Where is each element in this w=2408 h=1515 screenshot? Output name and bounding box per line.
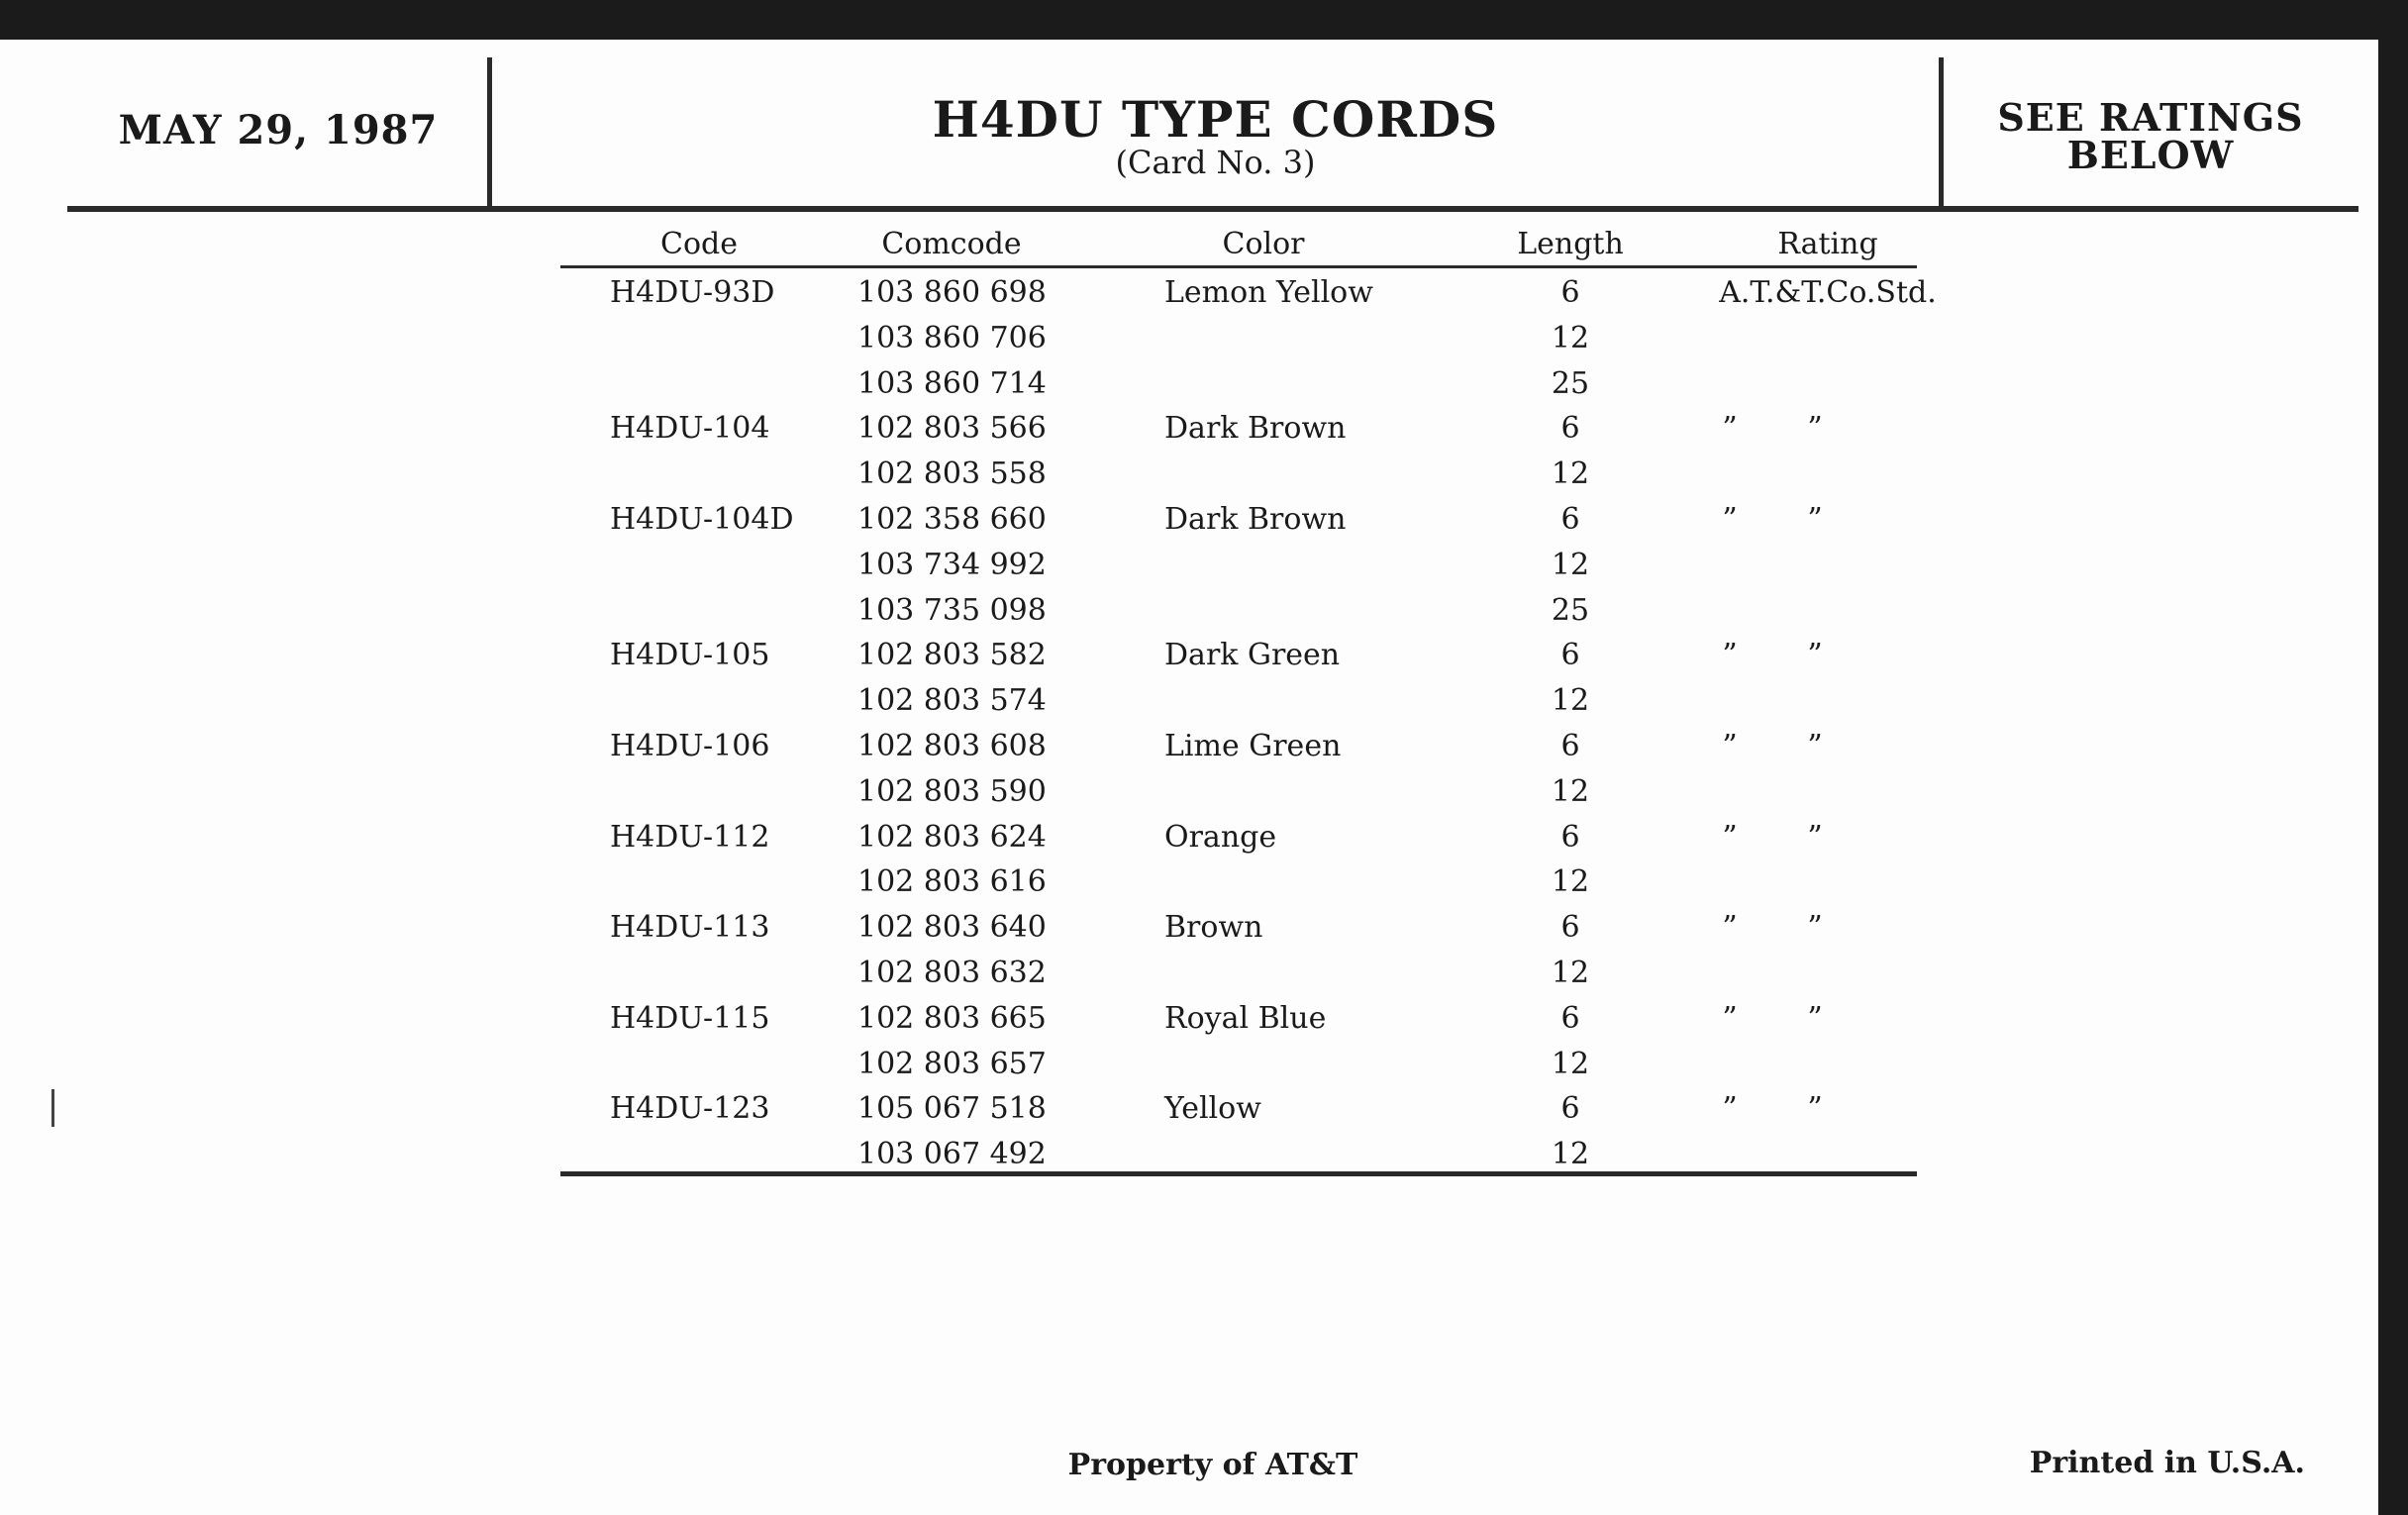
table-row [560, 906, 1917, 952]
table-row [560, 498, 1917, 544]
cell-code: H4DU-115 [610, 1000, 770, 1036]
cell-color: Orange [1164, 819, 1277, 855]
ditto-mark: ” [1722, 728, 1738, 763]
table-row [560, 816, 1917, 861]
scan-border-top [0, 0, 2408, 40]
cell-length: 12 [1551, 864, 1590, 900]
cell-comcode: 102 803 574 [857, 683, 1047, 719]
ratings-note-line1: SEE RATINGS [1997, 95, 2304, 140]
cell-length: 12 [1551, 683, 1590, 719]
ditto-mark: ” [1807, 411, 1823, 447]
cell-code: H4DU-104 [610, 411, 770, 447]
cell-color: Dark Brown [1164, 501, 1347, 537]
ditto-mark: ” [1722, 1091, 1738, 1127]
cell-comcode: 102 803 582 [857, 638, 1047, 673]
ratings-note [1944, 95, 2358, 177]
cell-comcode: 105 067 518 [857, 1091, 1047, 1127]
cell-length: 12 [1551, 320, 1590, 355]
table-row [560, 317, 1917, 362]
cell-length: 12 [1551, 547, 1590, 582]
cell-code: H4DU-112 [610, 819, 770, 855]
cell-comcode: 103 860 714 [857, 365, 1047, 401]
cell-comcode: 102 803 616 [857, 864, 1047, 900]
cell-length: 6 [1560, 1091, 1580, 1127]
cell-color: Brown [1164, 910, 1263, 946]
cell-comcode: 103 734 992 [857, 547, 1047, 582]
ditto-mark: ” [1807, 1000, 1823, 1036]
ditto-mark: ” [1807, 910, 1823, 946]
cell-code: H4DU-106 [610, 728, 770, 763]
table-row [560, 997, 1917, 1043]
ratings-note-line2: BELOW [2066, 133, 2235, 177]
cell-color: Yellow [1164, 1091, 1261, 1127]
cell-length: 25 [1551, 592, 1590, 628]
table-row [560, 407, 1917, 453]
printed-notice: Printed in U.S.A. [2029, 1446, 2305, 1480]
table-row [560, 770, 1917, 816]
cell-comcode: 102 803 608 [857, 728, 1047, 763]
cell-comcode: 103 735 098 [857, 592, 1047, 628]
table-row [560, 544, 1917, 589]
ditto-mark: ” [1807, 501, 1823, 537]
cell-length: 6 [1560, 411, 1580, 447]
cell-color: Lime Green [1164, 728, 1342, 763]
card-date: MAY 29, 1987 [118, 107, 439, 153]
table-row [560, 1087, 1917, 1133]
cell-length: 6 [1560, 501, 1580, 537]
cell-comcode: 102 803 657 [857, 1046, 1047, 1081]
column-header-comcode: Comcode [881, 227, 1022, 261]
scan-mark [51, 1089, 54, 1127]
ditto-mark: ” [1807, 638, 1823, 673]
column-header-rating: Rating [1777, 227, 1878, 261]
table-row [560, 1043, 1917, 1088]
cell-code: H4DU-104D [610, 501, 794, 537]
cell-color: Royal Blue [1164, 1000, 1327, 1036]
table-row [560, 271, 1937, 317]
ditto-mark: ” [1722, 910, 1738, 946]
table-row [560, 679, 1917, 725]
ditto-mark: ” [1722, 501, 1738, 537]
cell-code: H4DU-93D [610, 275, 775, 310]
cords-table [560, 224, 1937, 1172]
ditto-mark: ” [1807, 819, 1823, 855]
cell-length: 12 [1551, 955, 1590, 990]
table-row [560, 725, 1917, 770]
cell-color: Dark Green [1164, 638, 1341, 673]
cell-color: Lemon Yellow [1164, 275, 1373, 310]
column-header-length: Length [1517, 227, 1624, 261]
ditto-mark: ” [1807, 728, 1823, 763]
cell-comcode: 102 803 624 [857, 819, 1047, 855]
cell-length: 6 [1560, 275, 1580, 310]
cell-comcode: 102 803 590 [857, 773, 1047, 809]
page-title: H4DU TYPE CORDS [932, 90, 1499, 149]
table-row [560, 634, 1917, 679]
cell-comcode: 103 860 698 [857, 275, 1047, 310]
cell-comcode: 103 067 492 [857, 1137, 1047, 1172]
column-header-color: Color [1222, 227, 1305, 261]
cell-code: H4DU-123 [610, 1091, 770, 1127]
cell-length: 12 [1551, 773, 1590, 809]
table-body [560, 271, 1937, 1178]
cell-length: 6 [1560, 728, 1580, 763]
ditto-mark: ” [1722, 819, 1738, 855]
cell-comcode: 102 803 558 [857, 456, 1047, 492]
cell-comcode: 102 803 640 [857, 910, 1047, 946]
table-row [560, 453, 1917, 498]
cell-length: 12 [1551, 1137, 1590, 1172]
table-row [560, 860, 1917, 906]
cell-rating: A.T.&T.Co.Std. [1719, 275, 1937, 310]
ditto-mark: ” [1722, 1000, 1738, 1036]
cell-length: 6 [1560, 638, 1580, 673]
header-rule [67, 206, 2358, 212]
table-header-rule [560, 265, 1917, 268]
property-notice: Property of AT&T [1067, 1448, 1358, 1482]
ditto-mark: ” [1722, 638, 1738, 673]
ditto-mark: ” [1722, 411, 1738, 447]
cell-comcode: 102 803 665 [857, 1000, 1047, 1036]
table-bottom-rule [560, 1171, 1917, 1176]
cell-length: 6 [1560, 1000, 1580, 1036]
cell-color: Dark Brown [1164, 411, 1347, 447]
cell-code: H4DU-113 [610, 910, 770, 946]
table-row [560, 362, 1917, 408]
cell-comcode: 102 358 660 [857, 501, 1047, 537]
table-row [560, 589, 1917, 635]
cell-length: 25 [1551, 365, 1590, 401]
table-header [560, 224, 1917, 265]
scan-border-right [2378, 0, 2408, 1515]
table-row [560, 952, 1917, 997]
cell-length: 12 [1551, 1046, 1590, 1081]
cell-comcode: 103 860 706 [857, 320, 1047, 355]
cell-comcode: 102 803 566 [857, 411, 1047, 447]
card-number: (Card No. 3) [1115, 144, 1316, 181]
ditto-mark: ” [1807, 1091, 1823, 1127]
cell-length: 12 [1551, 456, 1590, 492]
cell-code: H4DU-105 [610, 638, 770, 673]
column-header-code: Code [660, 227, 738, 261]
cell-length: 6 [1560, 819, 1580, 855]
cell-length: 6 [1560, 910, 1580, 946]
cell-comcode: 102 803 632 [857, 955, 1047, 990]
